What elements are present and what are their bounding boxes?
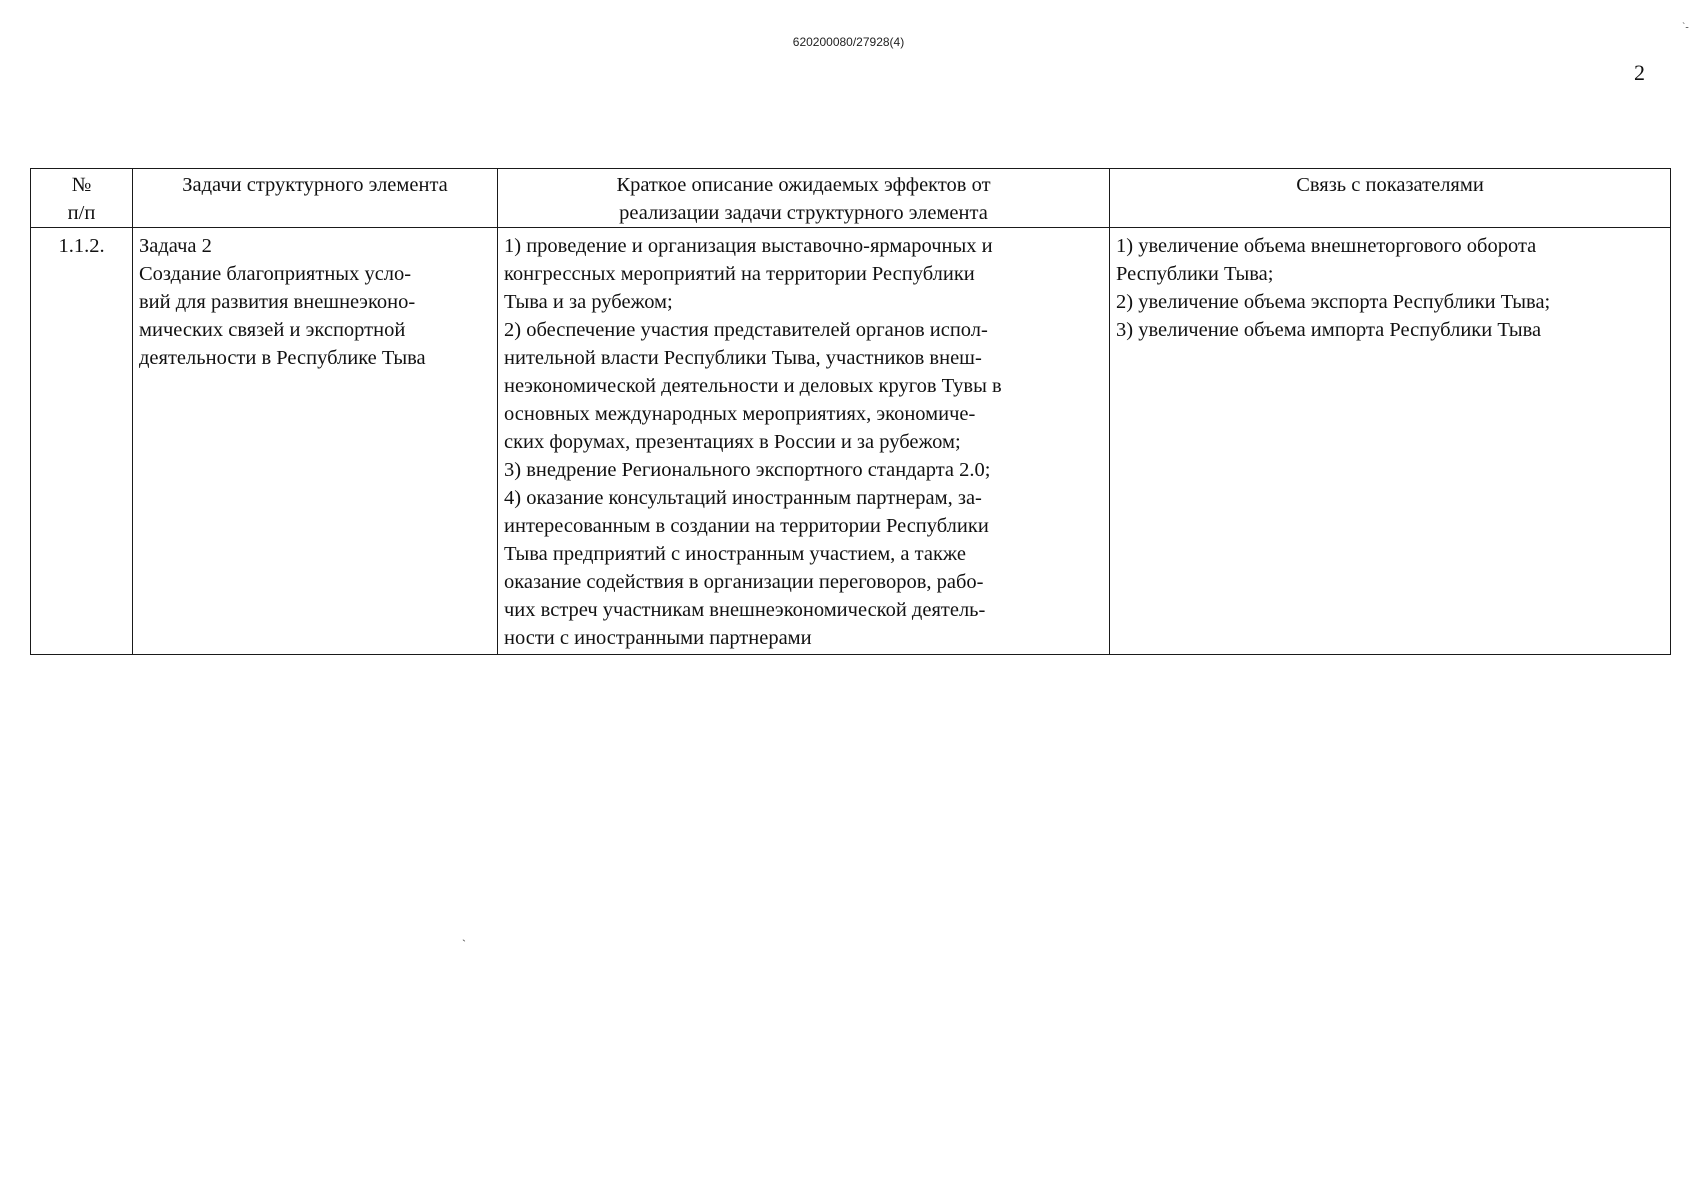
header-number-line1: № [71, 174, 92, 196]
effects-line: 1) проведение и организация выставочно-ярмарочных и [504, 235, 993, 257]
header-effects [498, 169, 1110, 228]
header-effects-line1: Краткое описание ожидаемых эффектов от [616, 174, 991, 196]
header-number-line2: п/п [67, 202, 96, 224]
header-indicators-line1: Связь с показателями [1296, 174, 1484, 196]
effects-line: интересованным в создании на территории Республики [504, 515, 989, 537]
effects-line: конгрессных мероприятий на территории Республики [504, 263, 975, 285]
effects-line: 3) внедрение Регионального экспортного стандарта 2.0; [504, 459, 991, 481]
effects-line: основных международных мероприятиях, экономиче- [504, 403, 976, 425]
task-cell [133, 228, 498, 655]
effects-cell [498, 228, 1110, 655]
task-line: деятельности в Республике Тыва [139, 347, 426, 369]
effects-line: 2) обеспечение участия представителей органов испол- [504, 319, 988, 341]
table-header-row [31, 169, 1671, 228]
indicators-line: 2) увеличение объема экспорта Республики Тыва; [1116, 291, 1551, 313]
effects-line: чих встреч участникам внешнеэкономической деятель- [504, 599, 986, 621]
header-number [31, 169, 133, 228]
document-id: 620200080/27928(4) [792, 35, 905, 49]
effects-line: 4) оказание консультаций иностранным партнерам, за- [504, 487, 982, 509]
indicators-line: 1) увеличение объема внешнеторгового оборота [1116, 235, 1537, 257]
task-line: Создание благоприятных усло- [139, 263, 412, 285]
effects-line: нительной власти Республики Тыва, участников внеш- [504, 347, 982, 369]
task-line: мических связей и экспортной [139, 319, 406, 341]
indicators-line: Республики Тыва; [1116, 263, 1274, 285]
stray-mark: ` [462, 937, 466, 951]
effects-line: ских форумах, презентациях в России и за рубежом; [504, 431, 961, 453]
header-indicators [1110, 169, 1671, 228]
header-tasks [133, 169, 498, 228]
indicators-line: 3) увеличение объема импорта Республики Тыва [1116, 319, 1542, 341]
effects-line: оказание содействия в организации переговоров, рабо- [504, 571, 984, 593]
row-number: 1.1.2. [58, 235, 105, 257]
task-line: Задача 2 [139, 235, 212, 257]
header-effects-line2: реализации задачи структурного элемента [619, 202, 988, 224]
task-table [30, 168, 1671, 655]
effects-line: Тыва предприятий с иностранным участием, а также [504, 543, 966, 565]
effects-line: неэкономической деятельности и деловых кругов Тувы в [504, 375, 1002, 397]
row-number-cell [31, 228, 133, 655]
table-row [31, 228, 1671, 655]
scan-mark: `- [1682, 22, 1689, 33]
indicators-cell [1110, 228, 1671, 655]
page-number: 2 [1634, 60, 1645, 85]
task-line: вий для развития внешнеэконо- [139, 291, 416, 313]
effects-line: Тыва и за рубежом; [504, 291, 673, 313]
effects-line: ности с иностранными партнерами [504, 627, 812, 649]
header-tasks-line1: Задачи структурного элемента [182, 174, 448, 196]
